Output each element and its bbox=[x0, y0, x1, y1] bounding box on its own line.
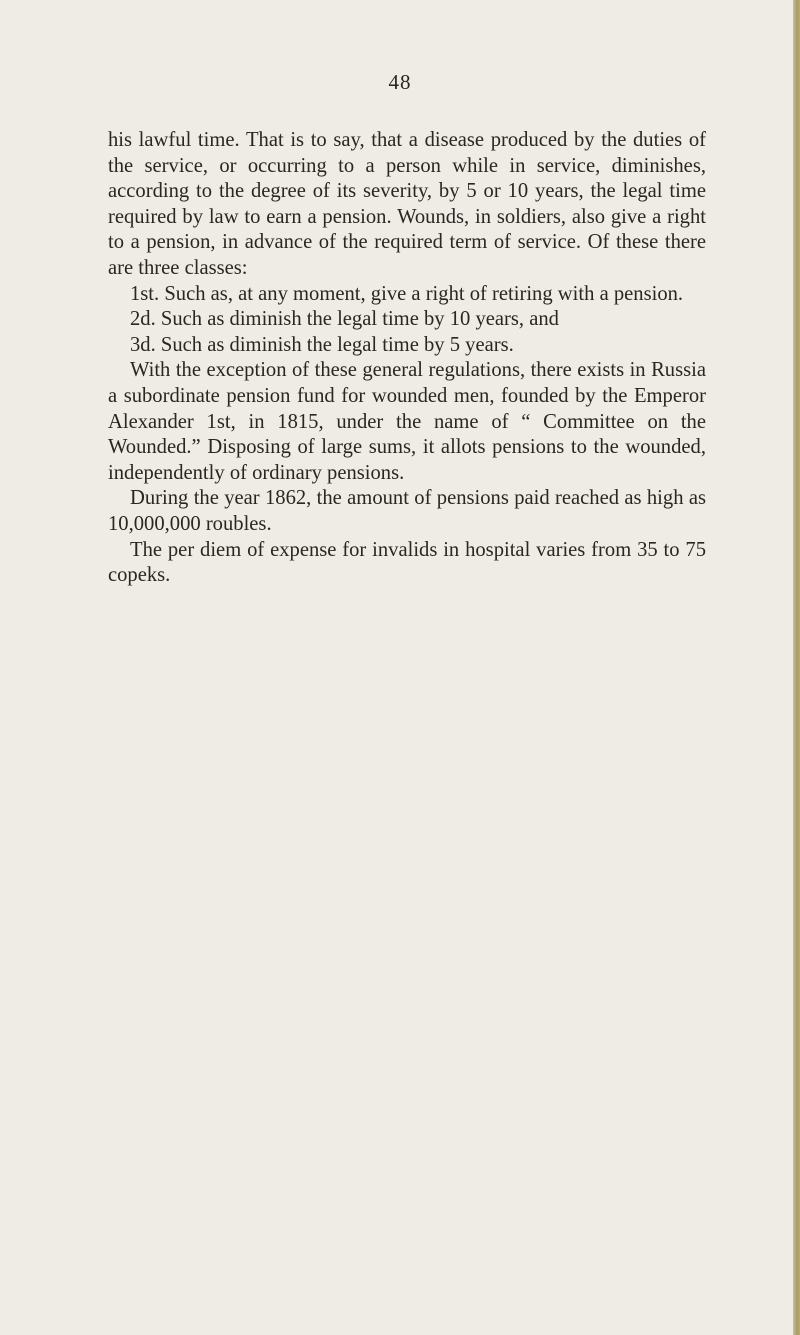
page-edge bbox=[793, 0, 800, 1335]
paragraph-per-diem: The per diem of expense for invalids in hospital varies from 35 to 75 copeks. bbox=[108, 538, 706, 587]
paragraph-lawful-time: his lawful time. That is to say, that a disease produced by the duties of the service, or occurring to a person while in service, diminishes, according to the degree of its severity, by 5 or 10 years, the legal time required by law to earn a pension. Wounds, in soldiers, also give a right to a pension, in advance of the required term of service. Of these there are three classes: bbox=[108, 129, 706, 279]
paragraph-russia-fund: With the exception of these general regulations, there exists in Russia a subordinate pension fund for wounded men, founded by the Emperor Alexander 1st, in 1815, under the name of “ Committee on the Wounded.” Disposing of large sums, it allots pensions to the wounded, independently of ordinary pensions. bbox=[108, 359, 706, 484]
paragraph-year-1862: During the year 1862, the amount of pensions paid reached as high as 10,000,000 roubles. bbox=[108, 487, 706, 535]
body-text bbox=[108, 128, 706, 589]
paragraph-class-first: 1st. Such as, at any moment, give a right of retiring with a pension. bbox=[130, 282, 684, 305]
page-number: 48 bbox=[388, 70, 412, 94]
paragraph-class-third: 3d. Such as diminish the legal time by 5 years. bbox=[130, 333, 514, 356]
paragraph-class-second: 2d. Such as diminish the legal time by 10 years, and bbox=[130, 308, 559, 331]
